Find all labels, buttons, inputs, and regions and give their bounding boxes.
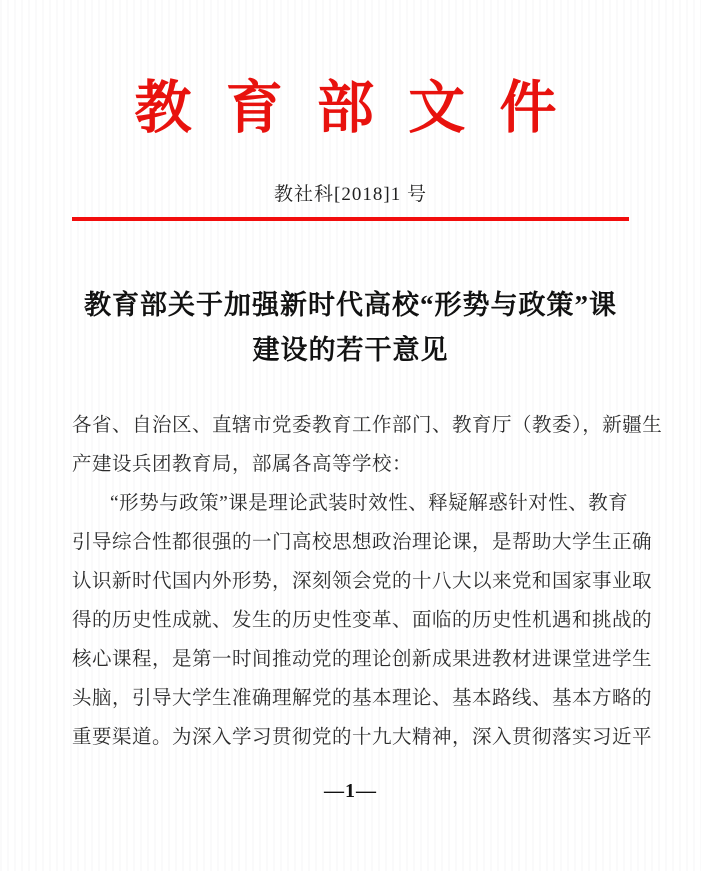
document-header-title: 教 育 部 文 件	[134, 77, 567, 140]
body-line: “形势与政策”课是理论武装时效性、释疑解惑针对性、教育	[110, 493, 629, 514]
document-title	[0, 283, 701, 373]
document-body	[72, 406, 663, 757]
body-line: 引导综合性都很强的一门高校思想政治理论课，是帮助大学生正确	[72, 532, 653, 553]
document-title-line1: 教育部关于加强新时代高校“形势与政策”课	[84, 290, 617, 320]
body-line: 得的历史性成就、发生的历史性变革、面临的历史性机遇和挑战的	[72, 610, 653, 631]
document-title-line2: 建设的若干意见	[252, 335, 449, 365]
document-number: 教社科[2018]1 号	[274, 184, 427, 205]
body-line: 重要渠道。为深入学习贯彻党的十九大精神，深入贯彻落实习近平	[72, 727, 653, 748]
page-number: —1—	[324, 780, 377, 802]
red-separator-line	[72, 217, 629, 221]
body-line-recipients-1: 各省、自治区、直辖市党委教育工作部门、教育厅（教委），新疆生	[72, 415, 663, 436]
body-line: 认识新时代国内外形势，深刻领会党的十八大以来党和国家事业取	[72, 571, 653, 592]
body-line: 核心课程，是第一时间推动党的理论创新成果进教材进课堂进学生	[72, 649, 653, 670]
body-line-recipients-2: 产建设兵团教育局，部属各高等学校：	[72, 454, 413, 475]
body-line: 头脑，引导大学生准确理解党的基本理论、基本路线、基本方略的	[72, 688, 653, 709]
